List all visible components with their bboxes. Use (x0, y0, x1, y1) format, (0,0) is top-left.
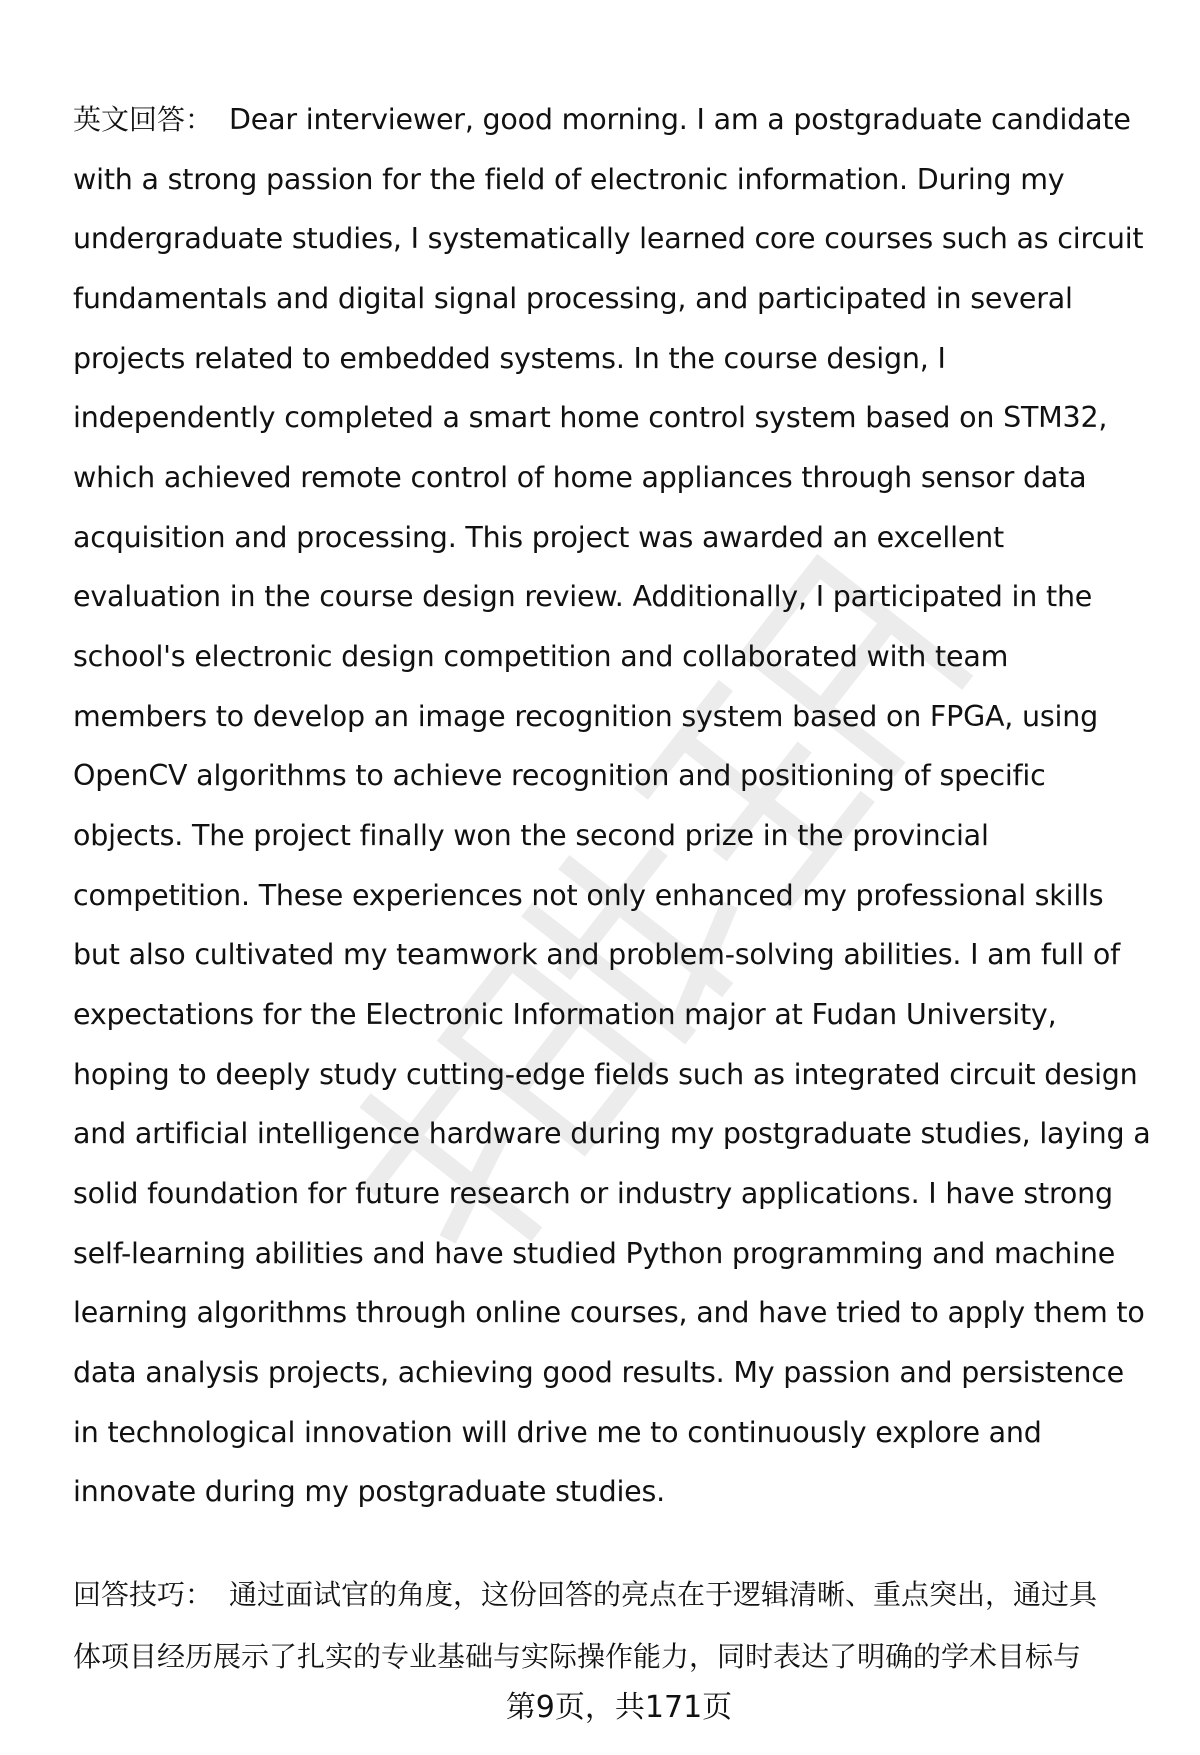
answer-line: in technological innovation will drive me to continuously explore and (73, 1416, 1042, 1449)
answer-text: Dear interviewer, good morning. I am a postgraduate candidate (229, 103, 1131, 136)
answer-line: undergraduate studies, I systematically learned core courses such as circuit (73, 222, 1144, 255)
answer-line: members to develop an image recognition system based on FPGA, using (73, 700, 1098, 733)
answer-line: acquisition and processing. This project was awarded an excellent (73, 521, 1004, 554)
answer-line: with a strong passion for the field of electronic information. During my (73, 163, 1065, 196)
answer-label: 英文回答： (73, 103, 214, 136)
answer-line: independently completed a smart home control system based on STM32, (73, 401, 1108, 434)
answer-line (73, 102, 1131, 138)
answer-line: OpenCV algorithms to achieve recognition and positioning of specific (73, 759, 1046, 792)
tips-line: 体项目经历展示了扎实的专业基础与实际操作能力，同时表达了明确的学术目标与 (73, 1640, 1082, 1673)
answer-line: school's electronic design competition and collaborated with team (73, 640, 1009, 673)
answer-line: expectations for the Electronic Information major at Fudan University, (73, 998, 1057, 1031)
answer-line: competition. These experiences not only enhanced my professional skills (73, 879, 1104, 912)
answer-line: learning algorithms through online courses, and have tried to apply them to (73, 1296, 1145, 1329)
answer-line: fundamentals and digital signal processing, and participated in several (73, 282, 1073, 315)
answer-line: objects. The project finally won the second prize in the provincial (73, 819, 989, 852)
answer-line: and artificial intelligence hardware during my postgraduate studies, laying a (73, 1117, 1151, 1150)
answer-line: but also cultivated my teamwork and problem-solving abilities. I am full of (73, 938, 1120, 971)
answer-line: hoping to deeply study cutting-edge fields such as integrated circuit design (73, 1058, 1138, 1091)
tips-line (73, 1577, 1097, 1613)
answer-line: solid foundation for future research or industry applications. I have strong (73, 1177, 1113, 1210)
tips-text: 通过面试官的角度，这份回答的亮点在于逻辑清晰、重点突出，通过具 (229, 1578, 1098, 1611)
answer-line: projects related to embedded systems. In the course design, I (73, 342, 946, 375)
answer-line: innovate during my postgraduate studies. (73, 1475, 666, 1508)
page-indicator: 第9页，共171页 (505, 1690, 733, 1725)
answer-line: which achieved remote control of home appliances through sensor data (73, 461, 1087, 494)
answer-line: data analysis projects, achieving good results. My passion and persistence (73, 1356, 1124, 1389)
answer-line: self-learning abilities and have studied Python programming and machine (73, 1237, 1116, 1270)
tips-label: 回答技巧： (73, 1578, 214, 1611)
answer-line: evaluation in the course design review. Additionally, I participated in the (73, 580, 1093, 613)
